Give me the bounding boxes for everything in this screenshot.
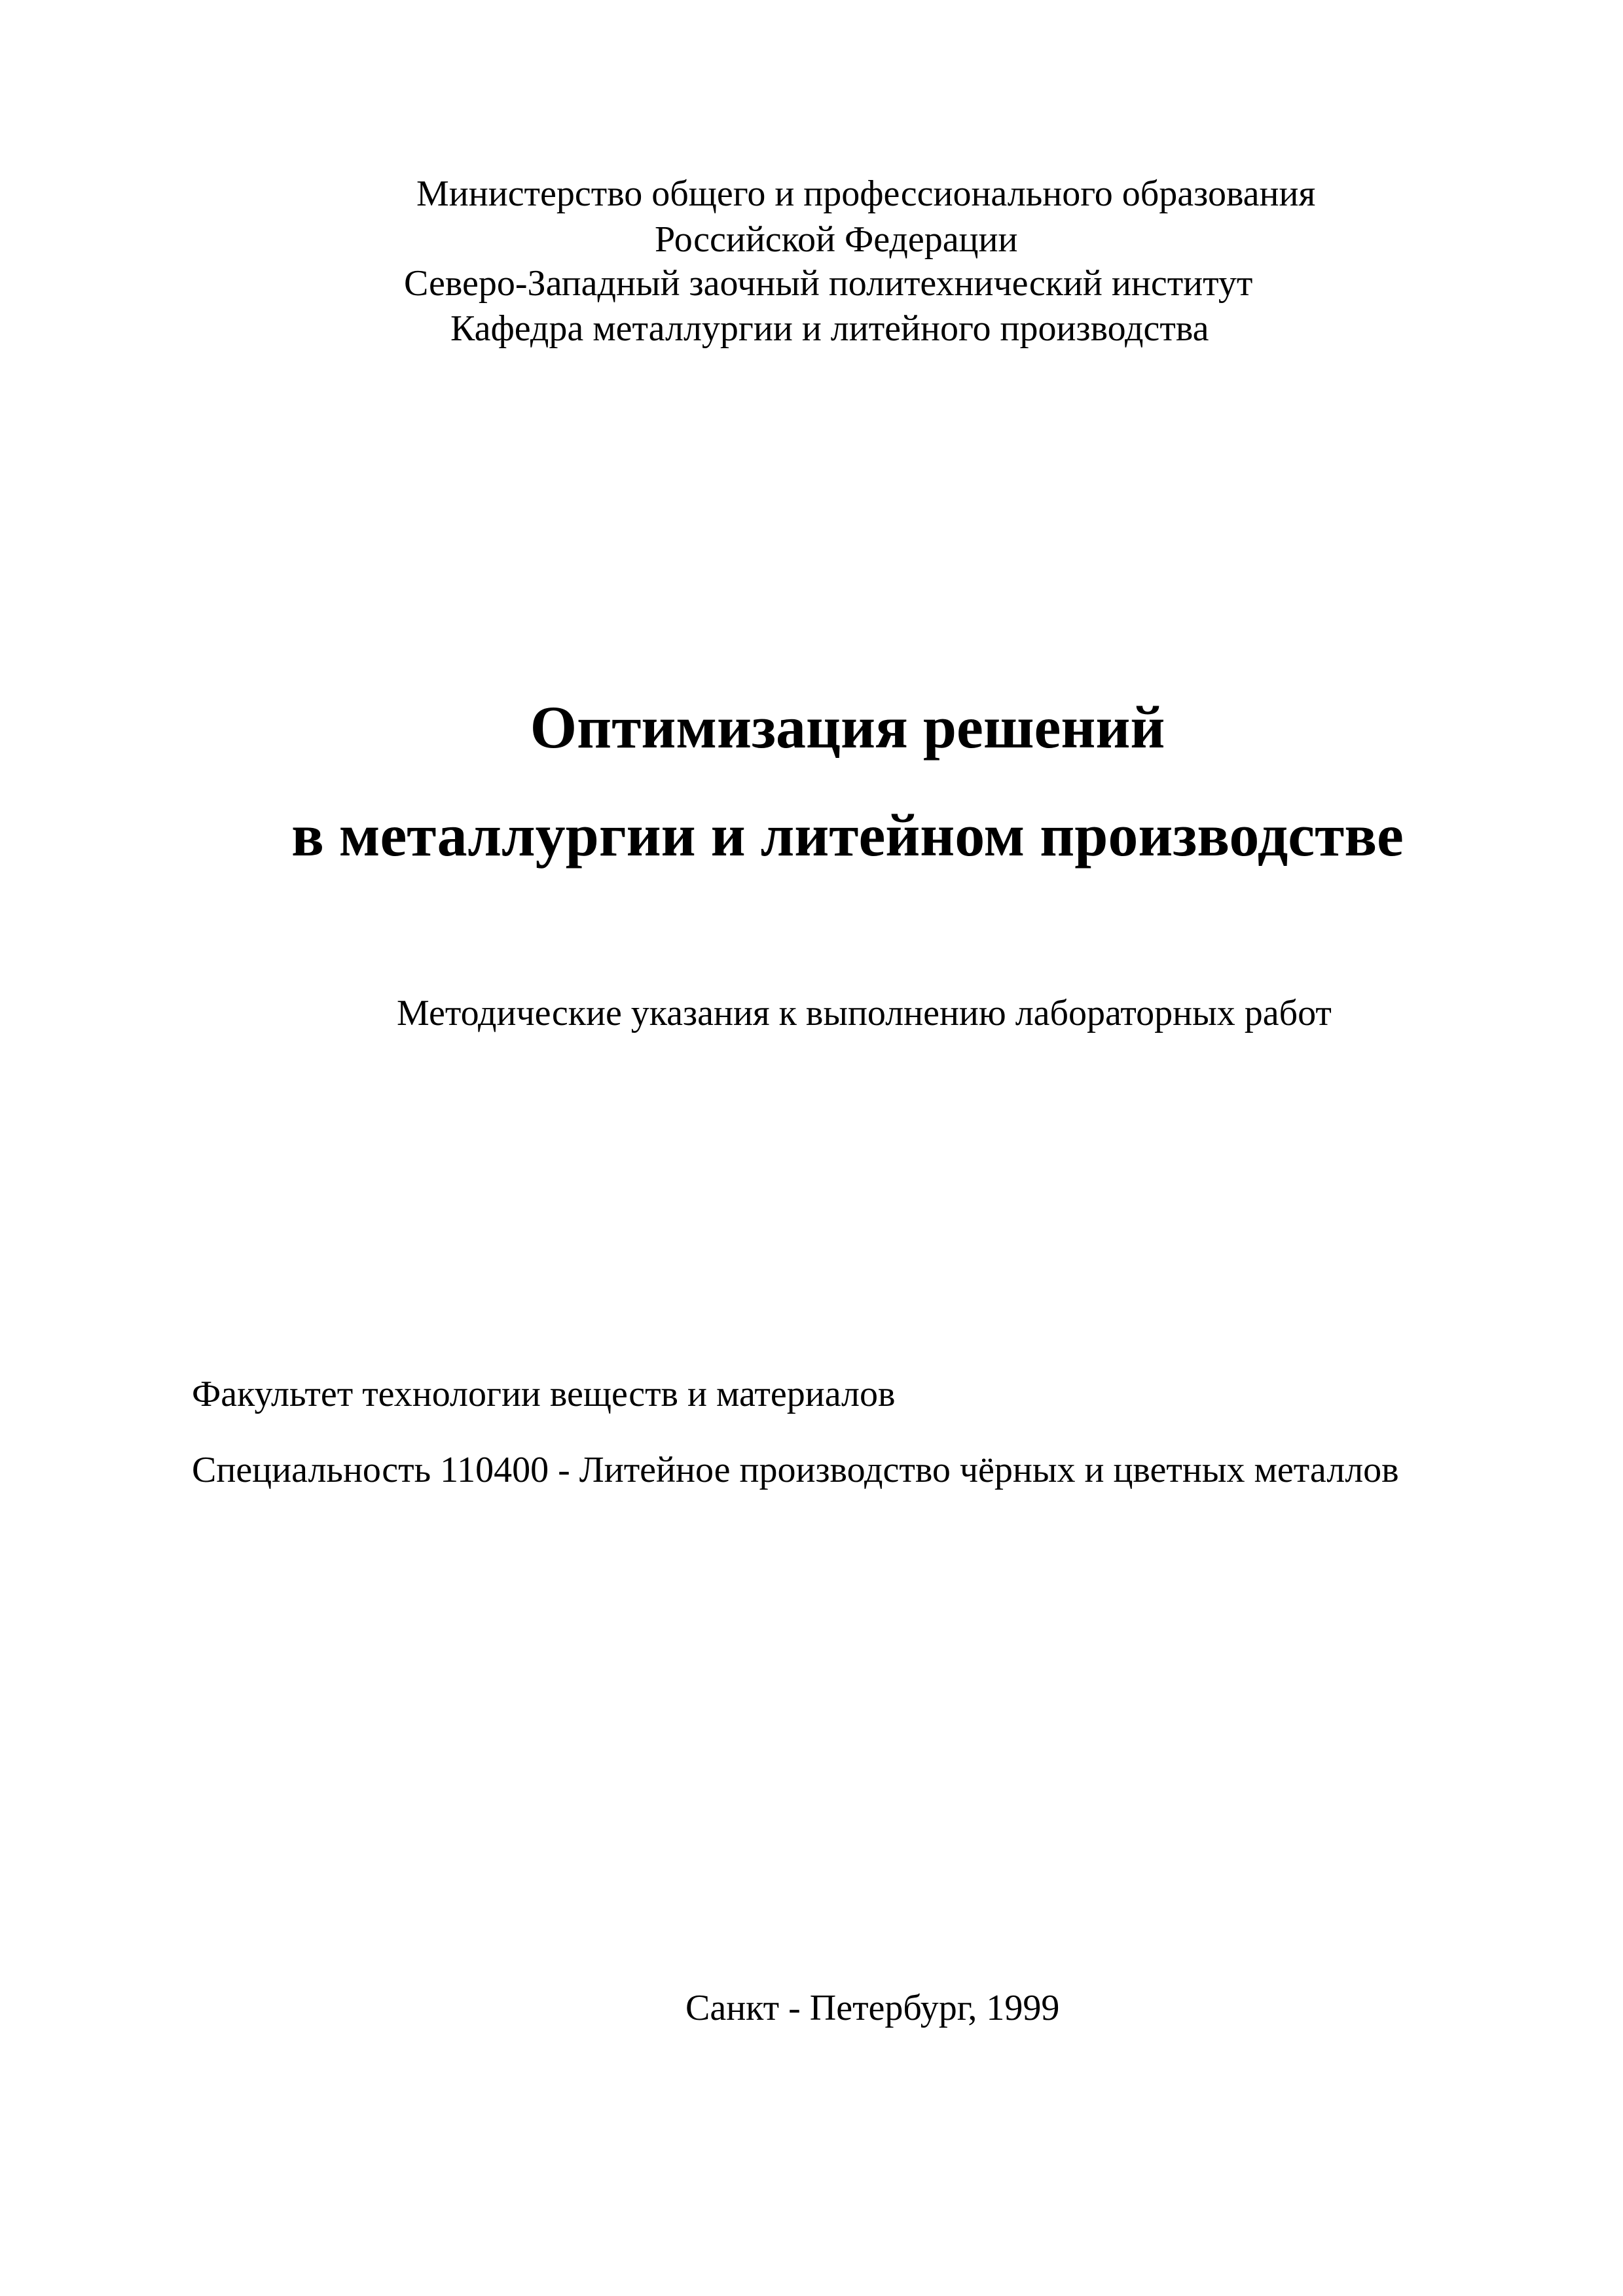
institute-line: Северо-Западный заочный политехнический институт: [404, 263, 1253, 304]
ministry-line: Министерство общего и профессионального образования: [416, 173, 1316, 214]
title-line-1: Оптимизация решений: [530, 694, 1165, 761]
federation-line: Российской Федерации: [655, 219, 1018, 260]
title-line-2: в металлургии и литейном производстве: [291, 802, 1404, 869]
faculty-line: Факультет технологии веществ и материалов: [192, 1374, 896, 1414]
city-year: Санкт - Петербург, 1999: [685, 1988, 1060, 2028]
specialty-line: Специальность 110400 - Литейное производство чёрных и цветных металлов: [192, 1450, 1399, 1490]
department-line: Кафедра металлургии и литейного производства: [450, 308, 1209, 349]
subtitle: Методические указания к выполнению лабораторных работ: [397, 993, 1332, 1033]
